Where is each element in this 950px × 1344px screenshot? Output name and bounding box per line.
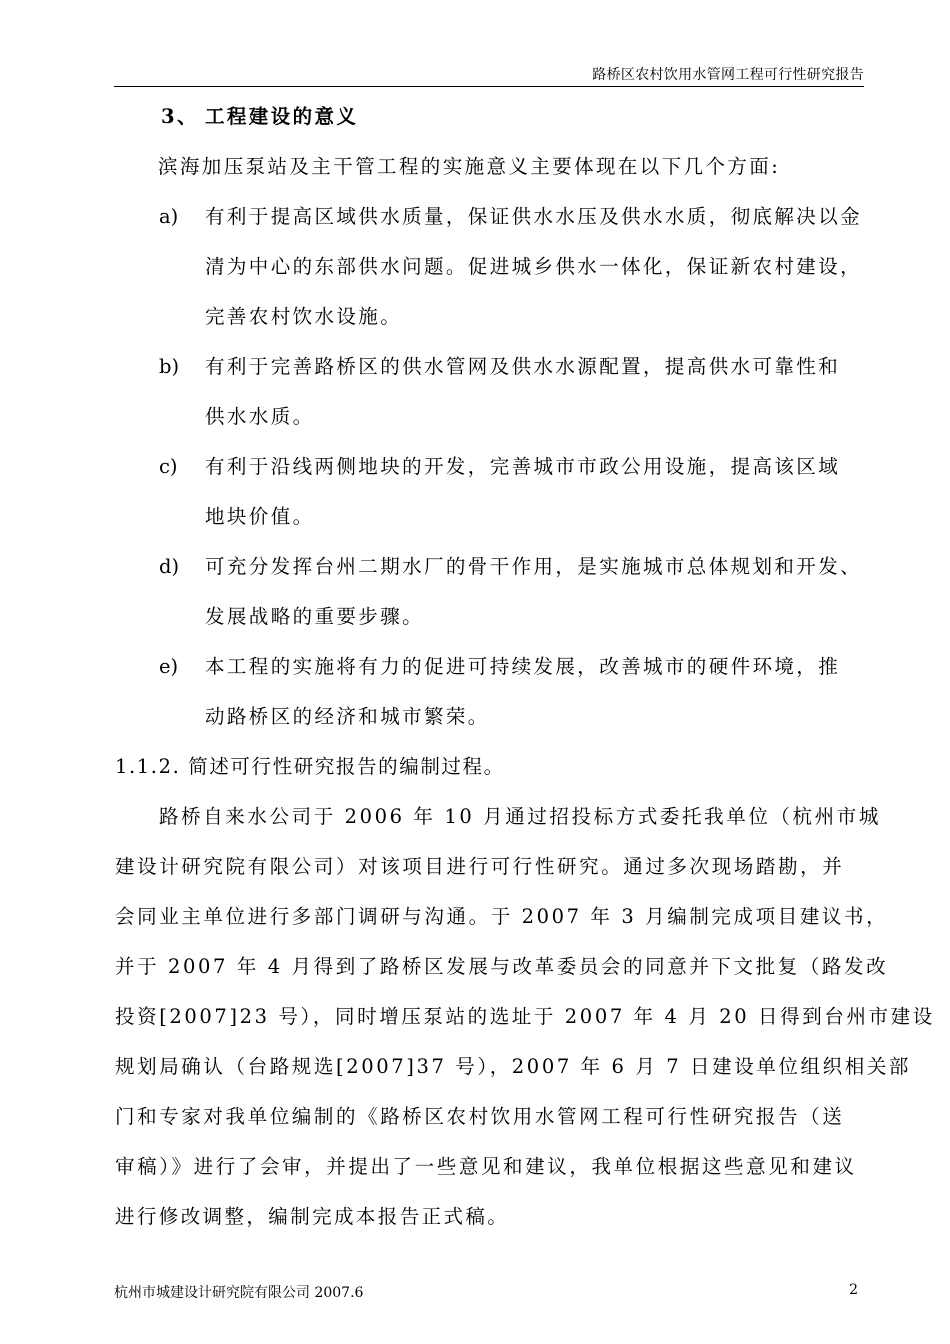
list-item-text: 有利于沿线两侧地块的开发，完善城市市政公用设施，提高该区域 xyxy=(205,455,841,478)
list-item-text: 有利于提高区域供水质量，保证供水水压及供水水质，彻底解决以金 xyxy=(205,205,863,228)
intro-text: 滨海加压泵站及主干管工程的实施意义主要体现在以下几个方面: xyxy=(158,155,781,178)
paragraph xyxy=(115,792,935,1242)
paragraph-line: 并于 2007 年 4 月得到了路桥区发展与改革委员会的同意并下文批复（路发改 xyxy=(115,955,889,978)
section-number: 3、 xyxy=(161,105,199,128)
subsection-heading: 1.1.2. 简述可行性研究报告的编制过程。 xyxy=(115,755,505,778)
list-marker: a) xyxy=(159,205,179,228)
list-marker: c) xyxy=(159,455,178,478)
paragraph-line: 路桥自来水公司于 2006 年 10 月通过招投标方式委托我单位（杭州市城 xyxy=(159,805,881,828)
list-item-b xyxy=(115,342,865,442)
list-item-text: 清为中心的东部供水问题。促进城乡供水一体化，保证新农村建设， xyxy=(205,255,863,278)
list-item-text: 可充分发挥台州二期水厂的骨干作用，是实施城市总体规划和开发、 xyxy=(205,555,863,578)
list-item-c xyxy=(115,442,865,542)
list-item-text: 完善农村饮水设施。 xyxy=(205,305,403,328)
paragraph-line: 投资[2007]23 号），同时增压泵站的选址于 2007 年 4 月 20 日得到台州市建设 xyxy=(115,1005,935,1028)
header-rule xyxy=(114,86,864,87)
paragraph-line: 会同业主单位进行多部门调研与沟通。于 2007 年 3 月编制完成项目建议书， xyxy=(115,905,889,928)
list-item-d xyxy=(115,542,865,642)
paragraph-line: 规划局确认（台路规选[2007]37 号），2007 年 6 月 7 日建设单位组织相关部 xyxy=(115,1055,912,1078)
page-number: 2 xyxy=(849,1282,858,1298)
paragraph-line: 建设计研究院有限公司）对该项目进行可行性研究。通过多次现场踏勘，并 xyxy=(115,855,845,878)
section-title: 工程建设的意义 xyxy=(205,105,359,128)
footer-organization: 杭州市城建设计研究院有限公司 2007.6 xyxy=(114,1285,364,1301)
list-marker: b) xyxy=(159,355,180,378)
list-marker: e) xyxy=(159,655,179,678)
list-item-a xyxy=(115,192,865,342)
list-item-text: 地块价值。 xyxy=(205,505,315,528)
paragraph-line: 门和专家对我单位编制的《路桥区农村饮用水管网工程可行性研究报告（送 xyxy=(115,1105,845,1128)
paragraph-line: 进行修改调整，编制完成本报告正式稿。 xyxy=(115,1205,510,1228)
list-item-e xyxy=(115,642,865,742)
list-item-text: 有利于完善路桥区的供水管网及供水水源配置，提高供水可靠性和 xyxy=(205,355,841,378)
document-body xyxy=(115,92,935,1242)
section-heading xyxy=(115,92,865,142)
list-item-text: 发展战略的重要步骤。 xyxy=(205,605,425,628)
list-item-text: 动路桥区的经济和城市繁荣。 xyxy=(205,705,490,728)
paragraph-line: 审稿）》进行了会审，并提出了一些意见和建议，我单位根据这些意见和建议 xyxy=(115,1155,857,1178)
list-item-text: 本工程的实施将有力的促进可持续发展，改善城市的硬件环境，推 xyxy=(205,655,841,678)
list-item-text: 供水水质。 xyxy=(205,405,315,428)
running-header: 路桥区农村饮用水管网工程可行性研究报告 xyxy=(592,67,864,83)
list-marker: d) xyxy=(159,555,180,578)
